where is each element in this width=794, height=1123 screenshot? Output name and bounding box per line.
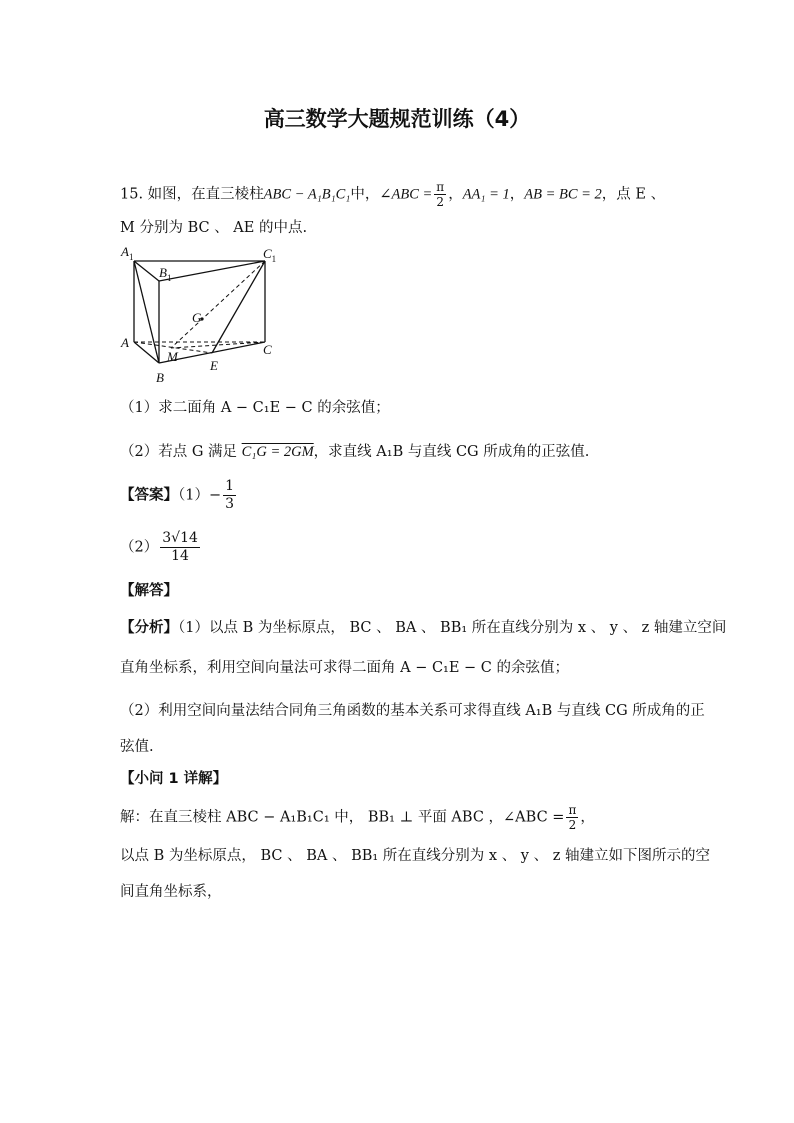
- problem-line-2: M 分别为 BC 、 AE 的中点.: [120, 220, 308, 236]
- answer-1-fraction: [223, 478, 236, 513]
- problem-number: 15.: [120, 186, 144, 203]
- label-a: A: [121, 335, 129, 350]
- detail-pi-denominator: 2: [568, 818, 577, 832]
- problem-text-1a: 如图，在直三棱柱: [147, 186, 264, 203]
- problem-line-1: [120, 180, 665, 209]
- question-2a: （2）若点 G 满足: [120, 444, 238, 460]
- aa1-value: AA₁ = 1: [462, 186, 510, 203]
- label-e: E: [210, 358, 218, 373]
- prism-figure: [115, 243, 290, 385]
- detail-line-2: 以点 B 为坐标原点， BC 、 BA 、 BB₁ 所在直线分别为 x 、 y 、 z 轴建立如下图所示的空: [120, 848, 710, 864]
- label-a1: $A_1$: [121, 244, 134, 262]
- pi-numerator: π: [436, 180, 445, 194]
- answer-1-numerator: 1: [225, 478, 235, 494]
- question-2b: ，求直线 A₁B 与直线 CG 所成角的正弦值.: [313, 444, 590, 460]
- label-c1: $C_1$: [263, 246, 277, 264]
- prism-name: ABC − A₁B₁C₁: [263, 186, 351, 203]
- detail-line-3: 间直角坐标系，: [120, 884, 222, 900]
- analysis-line-2: 直角坐标系，利用空间向量法可求得二面角 A − C₁E − C 的余弦值；: [120, 660, 570, 676]
- ab-bc-value: AB = BC = 2: [524, 186, 602, 203]
- angle-abc: ∠ABC =: [379, 186, 433, 203]
- label-m: M: [167, 349, 178, 364]
- detail-label: 【小问 1 详解】: [120, 771, 228, 787]
- solution-label: 【解答】: [120, 583, 178, 599]
- label-c: C: [263, 342, 272, 357]
- answer-1-sign: −: [208, 487, 222, 504]
- analysis-line-4: 弦值.: [120, 739, 154, 755]
- problem-text-1b: 中，: [350, 186, 380, 203]
- label-g: G: [192, 310, 202, 325]
- detail-pi-over-two: [566, 803, 578, 832]
- analysis-label: 【分析】: [120, 620, 178, 636]
- answer-2-numerator: 3√14: [162, 530, 198, 546]
- detail-line-1: [120, 803, 595, 832]
- problem-text-1d: ，: [509, 186, 525, 203]
- answer-2-fraction: [160, 530, 200, 565]
- answer-label: 【答案】: [120, 487, 178, 504]
- analysis-line-3: （2）利用空间向量法结合同角三角函数的基本关系可求得直线 A₁B 与直线 CG 所成角的正: [120, 703, 705, 719]
- problem-text-1c: ，: [448, 186, 463, 203]
- label-b: B: [156, 370, 164, 385]
- answer-1-denominator: 3: [225, 496, 235, 512]
- vector-relation: C₁G = 2GM: [241, 444, 314, 460]
- label-b1: $B_1$: [159, 265, 172, 283]
- page-title: 高三数学大题规范训练（4）: [263, 107, 531, 131]
- question-2: [120, 441, 589, 463]
- answer-1: [120, 478, 238, 513]
- detail-text-1b: ，: [580, 809, 595, 826]
- answer-2-prefix: （2）: [120, 539, 159, 556]
- analysis-text-1: （1）以点 B 为坐标原点， BC 、 BA 、 BB₁ 所在直线分别为 x 、 y 、 z 轴建立空间: [178, 620, 727, 636]
- question-1: （1）求二面角 A − C₁E − C 的余弦值；: [120, 400, 390, 416]
- answer-2: [120, 530, 202, 565]
- pi-over-two: [434, 180, 446, 209]
- pi-denominator: 2: [436, 195, 445, 209]
- answer-2-denominator: 14: [171, 548, 189, 564]
- problem-text-1e: ，点 E 、: [601, 186, 666, 203]
- detail-text-1a: 解：在直三棱柱 ABC − A₁B₁C₁ 中， BB₁ ⊥ 平面 ABC ，∠ABC =: [120, 809, 565, 826]
- analysis-line-1: [120, 617, 726, 639]
- detail-pi-numerator: π: [568, 803, 577, 817]
- answer-1-prefix: （1）: [178, 487, 209, 504]
